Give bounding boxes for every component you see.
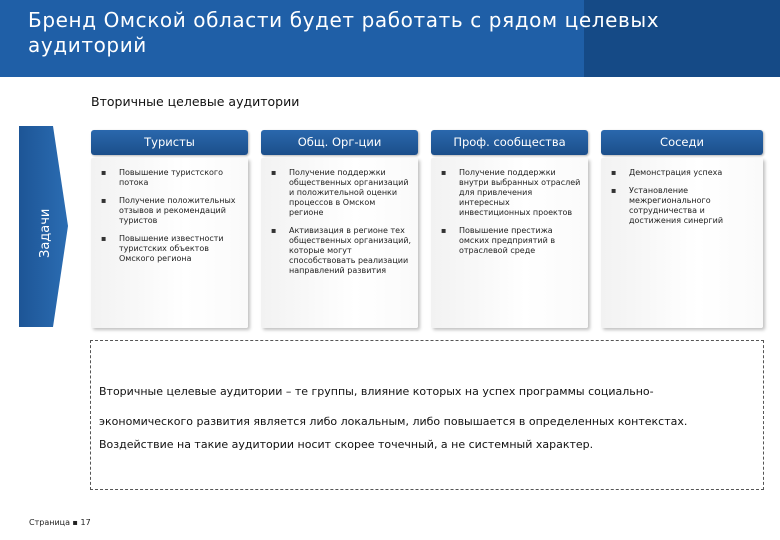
side-label: Задачи [38,208,53,258]
column-body [91,158,248,328]
note-line: Воздействие на такие аудитории носит скорее точечный, а не системный характер. [99,438,594,451]
column-public-orgs [261,130,418,328]
column-neighbors [601,130,763,328]
side-label-wrap [19,126,68,327]
list-item: ▪ Повышение туристского потока [97,168,242,188]
list-item: ▪ Получение поддержки общественных организаций и положительной оценки процессов в Омском регионе [267,168,412,218]
note-box [90,340,764,490]
list-item: ▪ Повышение престижа омских предприятий в отраслевой среде [437,226,582,256]
column-header: Соседи [601,130,763,155]
column-body [431,158,588,328]
list-item: ▪ Демонстрация успеха [607,168,757,178]
header-bar [0,0,780,77]
list-item: ▪ Получение поддержки внутри выбранных отраслей для привлечения интересных инвестиционных проектов [437,168,582,218]
list-item: ▪ Установление межрегионального сотрудничества и достижения синергий [607,186,757,226]
column-header: Общ. Орг-ции [261,130,418,155]
list-item: ▪ Получение положительных отзывов и рекомендаций туристов [97,196,242,226]
column-header: Туристы [91,130,248,155]
side-tab [19,126,68,327]
note-line: Вторичные целевые аудитории – те группы, влияние которых на успех программы социально- [99,385,654,398]
section-subtitle: Вторичные целевые аудитории [91,94,300,109]
page-number: Страница ▪ 17 [29,518,91,527]
column-body [601,158,763,328]
column-body [261,158,418,328]
list-item: ▪ Активизация в регионе тех общественных организаций, которые могут способствовать реализации направлений развития [267,226,412,276]
column-header: Проф. сообщества [431,130,588,155]
column-prof-communities [431,130,588,328]
note-line: экономического развития является либо локальным, либо повышается в определенных контекстах. [99,415,688,428]
page-title: Бренд Омской области будет работать с рядом целевых аудиторий [28,8,660,57]
list-item: ▪ Повышение известности туристских объектов Омского региона [97,234,242,264]
column-tourists [91,130,248,328]
